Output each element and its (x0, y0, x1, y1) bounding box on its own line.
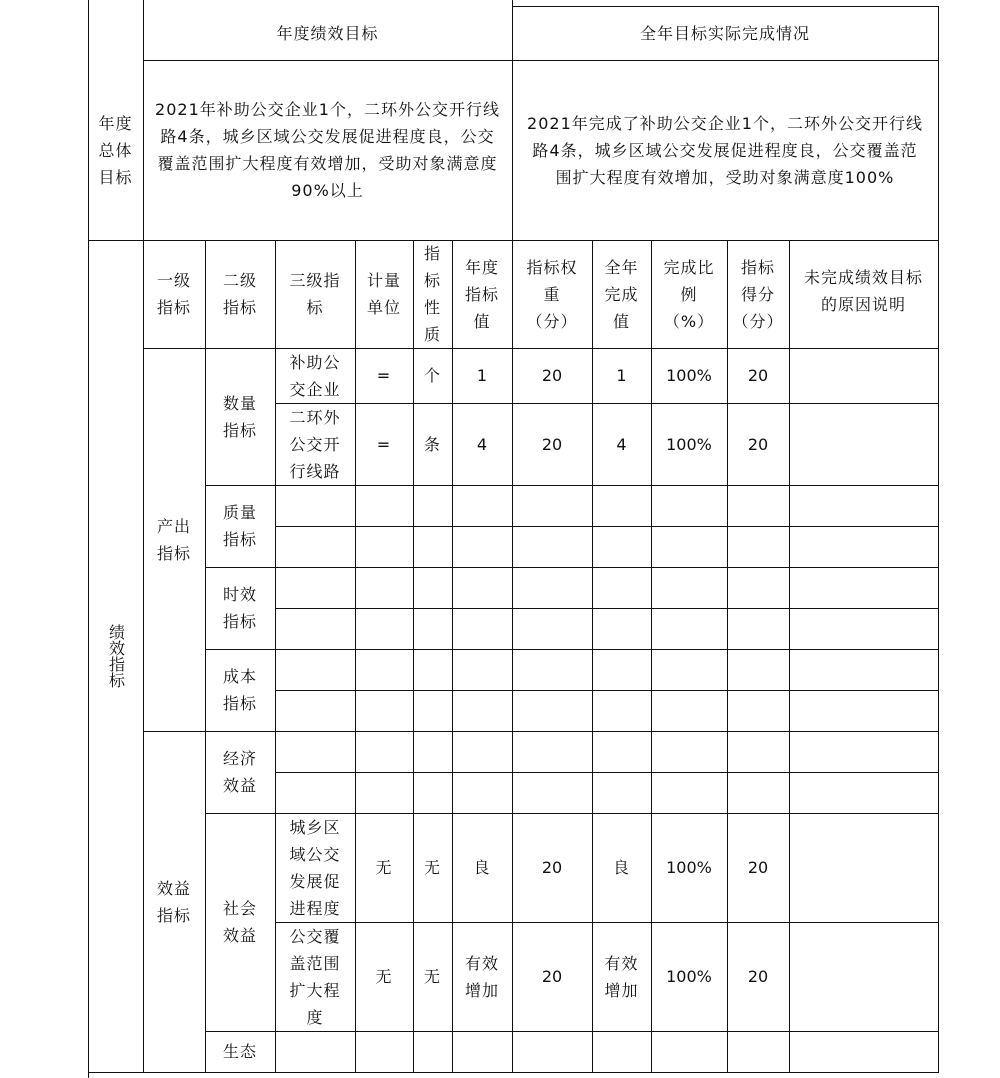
row-unit: 无 (375, 858, 393, 877)
level2-quality: 质量 指标 (222, 503, 257, 549)
row-weight: 20 (541, 967, 563, 986)
header-level3: 三级指 标 (289, 271, 341, 317)
header-score: 指标 得分 （分） (732, 257, 784, 331)
row-score: 20 (747, 434, 769, 454)
grid-line (205, 1031, 939, 1032)
level2-cost: 成本 指标 (222, 667, 257, 713)
row-weight: 20 (541, 366, 563, 385)
row-score: 20 (747, 858, 769, 877)
row-nature: 无 (423, 858, 441, 877)
annual-goal-header: 年度绩效目标 (276, 23, 379, 43)
row-score: 20 (747, 967, 769, 986)
header-actual: 全年 完成 值 (604, 257, 639, 331)
row-ratio: 100% (666, 967, 712, 986)
grid-line (275, 690, 939, 691)
level2-timeliness: 时效 指标 (222, 585, 257, 631)
row-actual: 良 (612, 858, 630, 877)
grid-line (789, 240, 790, 1072)
grid-line (88, 1072, 939, 1073)
level1-output: 产出 指标 (156, 516, 191, 563)
row-ratio: 100% (666, 858, 712, 877)
row-indicator-name: 城乡区 域公交 发展促 进程度 (289, 817, 341, 918)
row-indicator-name: 公交覆 盖范围 扩大程 度 (289, 926, 341, 1027)
grid-line (205, 485, 939, 486)
actual-completion-header: 全年目标实际完成情况 (639, 23, 810, 43)
level2-economic: 经济 效益 (222, 749, 257, 795)
goals-row-label: 年度 总体 目标 (98, 113, 133, 187)
actual-completion-text: 2021年完成了补助公交企业1个，二环外公交开行线路4条，城乡区域公交发展促进程度良，公交覆盖范围扩大程度有效增加，受助对象满意度100% (527, 113, 923, 187)
header-nature: 指 标 性 质 (423, 244, 441, 344)
row-score: 20 (747, 366, 769, 385)
row-nature: 条 (423, 434, 441, 454)
header-unit: 计量 单位 (366, 271, 401, 317)
row-unit: 无 (375, 967, 393, 986)
row-unit: = (376, 434, 392, 454)
header-annual-value: 年度 指标 值 (464, 257, 499, 331)
row-weight: 20 (541, 434, 563, 454)
header-ratio: 完成比 例 （%） (663, 257, 715, 331)
grid-line (275, 526, 939, 527)
row-weight: 20 (541, 858, 563, 877)
header-level1: 一级 指标 (156, 271, 191, 317)
row-ratio: 100% (666, 434, 712, 454)
grid-line (205, 567, 939, 568)
row-annual-value: 良 (473, 858, 491, 877)
level2-quantity: 数量 指标 (222, 393, 257, 440)
header-level2: 二级 指标 (222, 271, 257, 317)
level2-ecological: 生态 (222, 1042, 257, 1061)
row-actual: 有效 增加 (604, 953, 639, 1000)
row-ratio: 100% (666, 366, 712, 385)
grid-line (938, 6, 939, 1072)
header-reason: 未完成绩效目标 的原因说明 (803, 268, 923, 314)
level2-social: 社会 效益 (222, 899, 257, 945)
row-actual: 1 (616, 366, 627, 385)
row-annual-value: 4 (476, 434, 488, 454)
grid-line (275, 608, 939, 609)
row-indicator-name: 二环外 公交开 行线路 (289, 407, 341, 481)
performance-indicators-label: 绩效指标 (106, 624, 126, 688)
row-nature: 个 (423, 366, 441, 385)
row-actual: 4 (616, 434, 627, 454)
row-nature: 无 (423, 967, 441, 986)
row-annual-value: 1 (476, 366, 488, 385)
grid-line (275, 772, 939, 773)
annual-goal-text: 2021年补助公交企业1个，二环外公交开行线路4条，城乡区域公交发展促进程度良，公交覆盖范围扩大程度有效增加，受助对象满意度90%以上 (155, 100, 500, 200)
level1-benefit: 效益 指标 (156, 878, 191, 925)
row-unit: = (376, 366, 392, 385)
header-weight: 指标权 重 （分） (526, 257, 578, 331)
row-indicator-name: 补助公 交企业 (289, 352, 341, 399)
grid-line (205, 649, 939, 650)
row-annual-value: 有效 增加 (464, 953, 499, 1000)
